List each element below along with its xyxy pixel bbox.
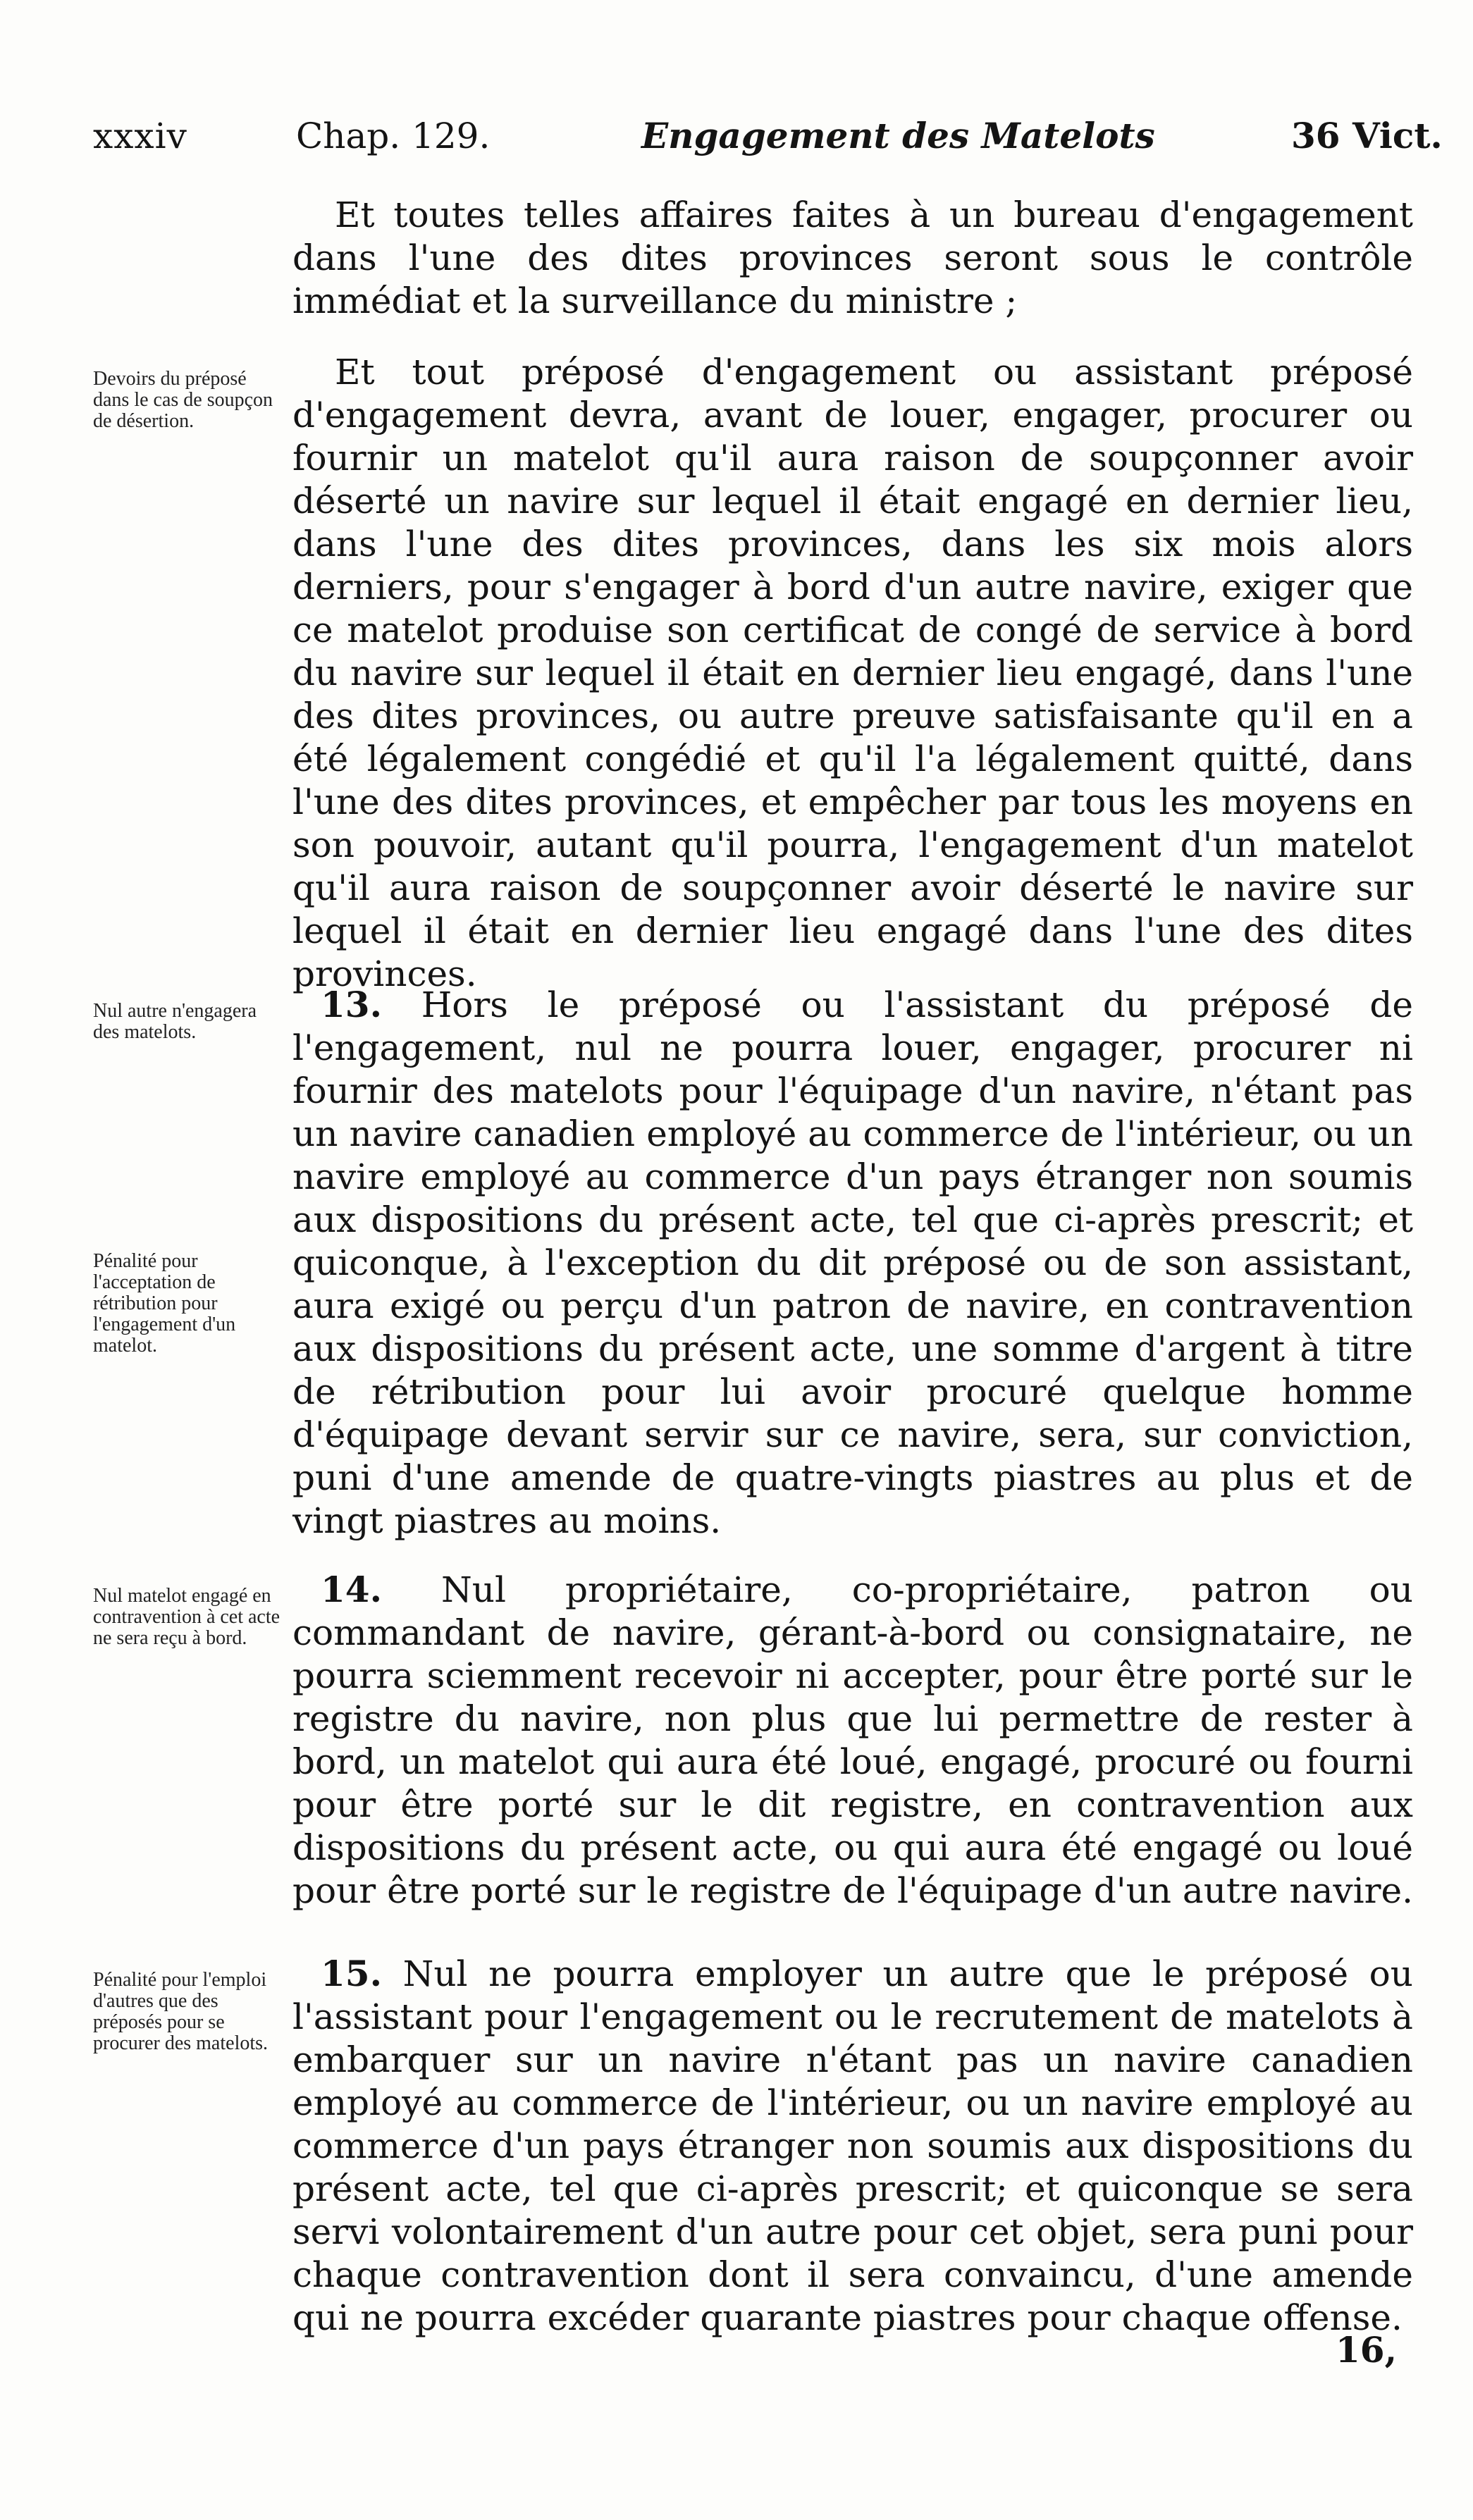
- paragraph-text: Et tout préposé d'engagement ou assistant préposé d'engagement devra, avant de louer, engager, procurer ou fournir un matelot qu'il aura raison de soupçonner avoir déserté un navire sur lequel il était engagé en dernier lieu, dans l'une des dites provinces, dans les six mois alors derniers, pour s'engager à bord d'un autre navire, exiger que ce matelot produise son certificat de congé de service à bord du navire sur lequel il était en dernier lieu engagé, dans l'une des dites provinces, ou autre preuve satisfaisante qu'il en a été légalement congédié et qu'il l'a légalement quitté, dans l'une des dites provinces, et empêcher par tous les moyens en son pouvoir, autant qu'il pourra, l'engagement d'un matelot qu'il aura raison de soupçonner avoir déserté le navire sur lequel il était en dernier lieu engagé dans l'une des dites provinces.: [292, 352, 1413, 994]
- margin-note: Nul autre n'engagera des matelots.: [93, 1000, 257, 1043]
- margin-note: Nul matelot engagé en contravention à cet acte ne sera reçu à bord.: [93, 1585, 281, 1649]
- margin-note: Pénalité pour l'acceptation de rétribution pour l'engagement d'un matelot.: [93, 1250, 236, 1357]
- section-body: Nul ne pourra employer un autre que le préposé ou l'assistant pour l'engagement ou le recrutement de matelots à embarquer sur un navire n'étant pas un navire canadien employé au commerce de l'intérieur, ou un navire employé au commerce d'un pays étranger non soumis aux dispositions du présent acte, tel que ci-après prescrit; et quiconque se sera servi volontairement d'un autre pour cet objet, sera puni pour chaque contravention dont il sera convaincu, d'une amende qui ne pourra excéder quarante piastres pour chaque offense.: [292, 1953, 1413, 2338]
- page-number: xxxiv: [93, 116, 187, 156]
- paragraph-text: [292, 983, 1413, 1543]
- section-number: 15.: [321, 1953, 382, 1994]
- section-number: 14.: [321, 1569, 382, 1610]
- margin-note: Devoirs du préposé dans le cas de soupçon de désertion.: [93, 368, 273, 432]
- next-section-marker: 16,: [1336, 2329, 1397, 2371]
- running-header: [0, 111, 1473, 175]
- section-body: Hors le préposé ou l'assistant du préposé de l'engagement, nul ne pourra louer, engager, procurer ni fournir des matelots pour l'équipage d'un navire, n'étant pas un navire canadien employé au commerce de l'intérieur, ou un navire employé au commerce d'un pays étranger non soumis aux dispositions du présent acte, tel que ci-après prescrit; et quiconque, à l'exception du dit préposé ou de son assistant, aura exigé ou perçu d'un patron de navire, en contravention aux dispositions du présent acte, une somme d'argent à titre de rétribution pour lui avoir procuré quelque homme d'équipage devant servir sur ce navire, sera, sur conviction, puni d'une amende de quatre-vingts piastres au plus et de vingt piastres au moins.: [292, 984, 1413, 1541]
- paragraph-text: [292, 1952, 1413, 2340]
- chapter-label: Chap. 129.: [296, 116, 491, 156]
- running-title: Engagement des Matelots: [641, 115, 1155, 156]
- regnal-year: 36 Vict.: [1291, 115, 1443, 156]
- margin-note: Pénalité pour l'emploi d'autres que des préposés pour se procurer des matelots.: [93, 1969, 269, 2054]
- section-body: Nul propriétaire, co-propriétaire, patron ou commandant de navire, gérant-à-bord ou consignataire, ne pourra sciemment recevoir ni accepter, pour être porté sur le registre du navire, non plus que lui permettre de rester à bord, un matelot qui aura été loué, engagé, procuré ou fourni pour être porté sur le dit registre, en contravention aux dispositions du présent acte, ou qui aura été engagé ou loué pour être porté sur le registre de l'équipage d'un autre navire.: [292, 1569, 1414, 1911]
- section-number: 13.: [321, 984, 382, 1025]
- paragraph-text: [292, 1568, 1413, 1913]
- paragraph-text: Et toutes telles affaires faites à un bureau d'engagement dans l'une des dites provinces seront sous le contrôle immédiat et la surveillance du ministre ;: [292, 194, 1413, 321]
